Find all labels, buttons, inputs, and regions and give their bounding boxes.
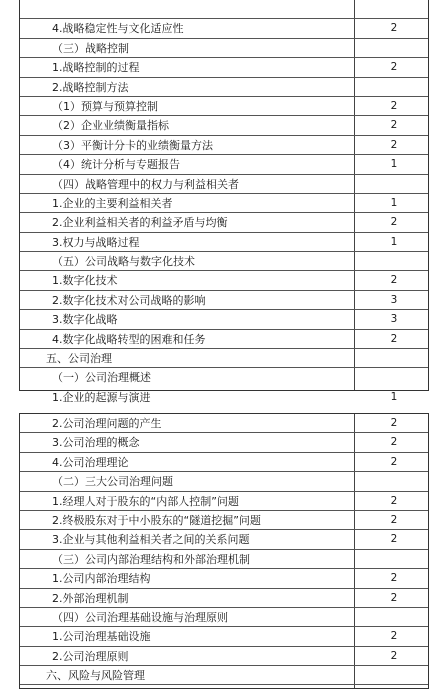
table-row — [20, 388, 428, 407]
table-row — [20, 589, 428, 608]
row-label: （2）企业业绩衡量指标 — [52, 119, 169, 133]
syllabus-table-part-2 — [19, 413, 429, 689]
table-row — [20, 627, 428, 646]
row-label: （四）公司治理基础设施与治理原则 — [52, 610, 228, 624]
row-value: 2 — [390, 417, 398, 429]
table-row — [20, 608, 428, 627]
table-row — [20, 647, 428, 666]
table-row — [20, 550, 428, 569]
row-label: 3.公司治理的概念 — [52, 436, 140, 450]
table-row — [20, 368, 428, 387]
table-row — [20, 414, 428, 433]
row-label: 2.数字化技术对公司战略的影响 — [52, 293, 206, 307]
row-value: 2 — [390, 494, 398, 507]
row-value: 2 — [390, 99, 398, 112]
row-value: 2 — [390, 533, 398, 546]
row-label: （五）公司战略与数字化技术 — [52, 255, 195, 269]
row-value: 1 — [390, 390, 398, 403]
table-row — [20, 492, 428, 511]
row-label: （一）公司治理概述 — [52, 371, 151, 385]
table-row — [20, 310, 428, 329]
row-label: 2.公司治理问题的产生 — [52, 417, 162, 430]
row-value: 2 — [390, 649, 398, 662]
row-label: 1.数字化技术 — [52, 274, 118, 288]
table-row — [20, 453, 428, 472]
table-row — [20, 0, 428, 19]
table-row — [20, 97, 428, 116]
row-label: 1.企业的主要利益相关者 — [52, 196, 173, 210]
row-value: 1 — [390, 235, 398, 248]
table-row — [20, 291, 428, 310]
row-label: （1）预算与预算控制 — [52, 99, 158, 113]
table-row — [20, 569, 428, 588]
row-value: 2 — [390, 455, 398, 468]
row-value: 3 — [390, 293, 398, 306]
row-label: 3.企业与其他利益相关者之间的关系问题 — [52, 533, 250, 547]
row-label: （三）战略控制 — [52, 41, 129, 55]
row-value: 2 — [390, 138, 398, 151]
table-row — [20, 39, 428, 58]
row-label: 4.公司治理理论 — [52, 455, 129, 469]
table-row — [20, 511, 428, 530]
table-row — [20, 136, 428, 155]
row-value: 2 — [390, 274, 398, 287]
row-label: 2.终极股东对于中小股东的“隧道挖掘”问题 — [52, 513, 261, 527]
table-row — [20, 349, 428, 368]
row-value: 1 — [390, 196, 398, 209]
table-row — [20, 433, 428, 452]
row-label: 五、公司治理 — [46, 352, 112, 366]
row-label: 1.战略控制的过程 — [52, 61, 140, 75]
row-label: 4.数字化战略转型的困难和任务 — [52, 332, 206, 346]
table-row — [20, 330, 428, 349]
table-row — [20, 116, 428, 135]
table-row — [20, 155, 428, 174]
row-value: 2 — [390, 216, 398, 229]
table-row — [20, 271, 428, 290]
row-value: 2 — [390, 436, 398, 449]
row-label: （三）公司内部治理结构和外部治理机制 — [52, 552, 250, 566]
row-label: 3.权力与战略过程 — [52, 235, 140, 249]
row-value: 2 — [390, 591, 398, 604]
row-value: 3 — [390, 313, 398, 326]
row-label: 1.公司治理基础设施 — [52, 630, 151, 644]
table-row — [20, 19, 428, 38]
table-row — [20, 175, 428, 194]
row-value: 2 — [390, 630, 398, 643]
table-row — [20, 530, 428, 549]
row-value: 2 — [390, 572, 398, 585]
row-label: （二）三大公司治理问题 — [52, 475, 173, 489]
row-label: （4）统计分析与专题报告 — [52, 158, 180, 172]
row-label: 2.外部治理机制 — [52, 591, 129, 605]
row-label: 2.公司治理原则 — [52, 649, 129, 663]
table-row — [20, 233, 428, 252]
table-row — [20, 194, 428, 213]
row-label: 2.企业利益相关者的利益矛盾与均衡 — [52, 216, 228, 230]
row-value: 2 — [390, 119, 398, 132]
row-label: 六、风险与风险管理 — [46, 669, 145, 683]
table-row — [20, 58, 428, 77]
row-label: 4.战略稳定性与文化适应性 — [52, 22, 184, 36]
table-row — [20, 472, 428, 491]
row-label: 2.战略控制方法 — [52, 80, 129, 94]
table-row — [20, 252, 428, 271]
table-row — [20, 666, 428, 685]
row-value: 2 — [390, 61, 398, 74]
row-value: 2 — [390, 22, 398, 35]
syllabus-table-part-1 — [19, 0, 429, 404]
table-row — [20, 78, 428, 97]
row-label: 1.经理人对于股东的“内部人控制”问题 — [52, 494, 239, 508]
table-row — [20, 213, 428, 232]
row-value: 2 — [390, 332, 398, 345]
row-label: 1.企业的起源与演进 — [52, 390, 151, 404]
row-label: （3）平衡计分卡的业绩衡量方法 — [52, 138, 213, 152]
row-value: 1 — [390, 158, 398, 171]
row-label: 1.公司内部治理结构 — [52, 572, 151, 586]
row-label: 3.数字化战略 — [52, 313, 118, 327]
row-label: （四）战略管理中的权力与利益相关者 — [52, 177, 239, 191]
row-value: 2 — [390, 513, 398, 526]
